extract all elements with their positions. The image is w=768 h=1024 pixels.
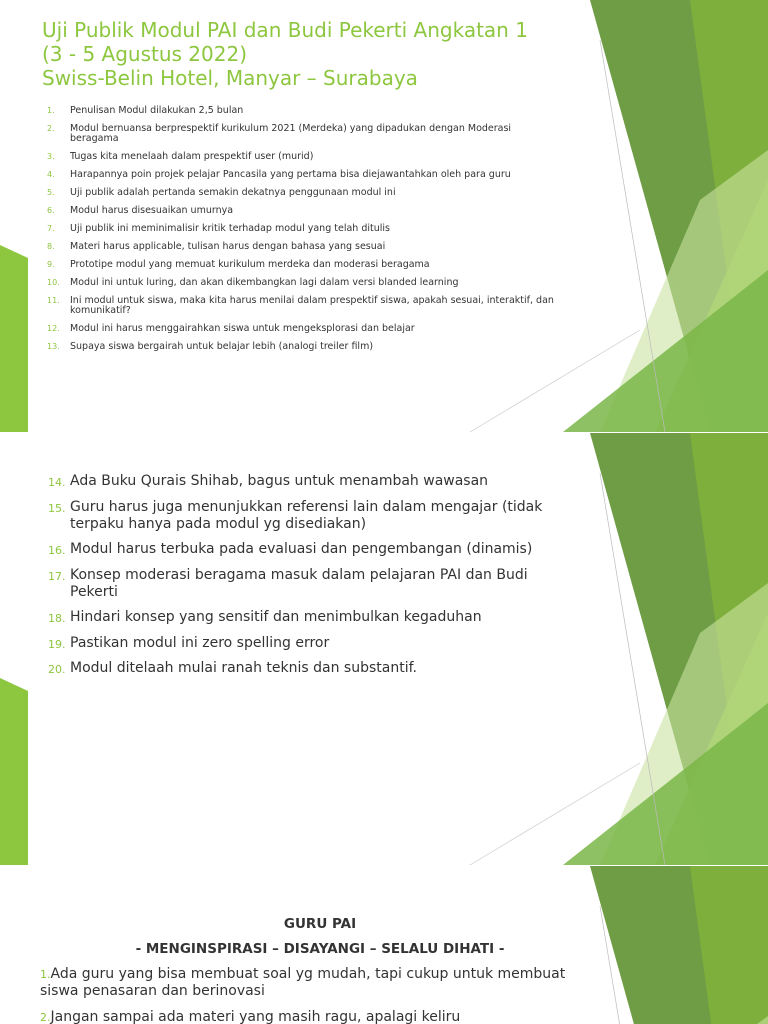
list-item	[0, 324, 560, 334]
list-text: Uji publik ini meminimalisir kritik terhadap modul yang telah ditulis	[70, 223, 390, 234]
list-number: 7.	[47, 224, 55, 233]
paragraph-text: Ada guru yang bisa membuat soal yg mudah, tapi cukup untuk membuat siswa penasaran dan berinovasi	[40, 966, 566, 999]
list-number: 18.	[48, 612, 66, 625]
list-item	[0, 473, 560, 490]
list-item	[0, 152, 560, 162]
title-line-3: Swiss-Belin Hotel, Manyar – Surabaya	[42, 66, 418, 90]
list-text: Modul harus disesuaikan umurnya	[70, 205, 234, 216]
list-number: 19.	[48, 637, 66, 651]
list-number: 14.	[48, 476, 66, 489]
list-number: 2.	[47, 124, 55, 133]
list-item	[0, 660, 560, 677]
list-number: 3.	[47, 152, 55, 161]
title-line-1: Uji Publik Modul PAI dan Budi Pekerti Angkatan 1	[42, 18, 528, 42]
list-item	[0, 609, 560, 626]
list-number: 15.	[48, 501, 66, 515]
list-number: 5.	[47, 188, 55, 197]
list-text: Harapannya poin projek pelajar Pancasila yang pertama bisa diejawantahkan oleh para guru	[70, 169, 511, 180]
list-text: Modul ini untuk luring, dan akan dikembangkan lagi dalam versi blanded learning	[70, 277, 459, 288]
slide-3	[0, 866, 768, 1024]
list-item	[0, 106, 560, 116]
slide-1-list	[0, 106, 560, 360]
list-text: Penulisan Modul dilakukan 2,5 bulan	[70, 105, 244, 116]
list-text: Modul ditelaah mulai ranah teknis dan substantif.	[70, 660, 417, 676]
list-text: Supaya siswa bergairah untuk belajar lebih (analogi treiler film)	[70, 341, 374, 352]
list-item	[0, 170, 560, 180]
list-item	[0, 124, 560, 144]
list-text: Modul ini harus menggairahkan siswa untuk mengeksplorasi dan belajar	[70, 323, 415, 334]
list-text: Modul bernuansa berprespektif kurikulum 2021 (Merdeka) yang dipadukan dengan Moderasi beragama	[70, 123, 512, 144]
paragraph-item	[40, 1009, 585, 1024]
list-text: Materi harus applicable, tulisan harus dengan bahasa yang sesuai	[70, 241, 386, 252]
list-number: 11.	[47, 296, 60, 305]
list-item	[0, 567, 560, 601]
slide-3-subheading: - MENGINSPIRASI – DISAYANGI – SELALU DIHATI -	[135, 941, 505, 957]
list-text: Konsep moderasi beragama masuk dalam pelajaran PAI dan Budi Pekerti	[70, 566, 528, 600]
list-item	[0, 296, 560, 316]
list-item	[0, 278, 560, 288]
list-item	[0, 635, 560, 652]
slide-1-title	[42, 18, 528, 90]
list-text: Hindari konsep yang sensitif dan menimbulkan kegaduhan	[70, 609, 482, 625]
list-number: 10.	[47, 278, 60, 287]
list-text: Ini modul untuk siswa, maka kita harus menilai dalam prespektif siswa, apakah sesuai, interaktif, dan komunikatif?	[70, 295, 554, 316]
list-text: Tugas kita menelaah dalam prespektif user (murid)	[70, 151, 314, 162]
paragraph-number: 1.	[40, 968, 51, 981]
list-text: Prototipe modul yang memuat kurikulum merdeka dan moderasi beragama	[70, 259, 430, 270]
list-item	[0, 242, 560, 252]
list-text: Uji publik adalah pertanda semakin dekatnya penggunaan modul ini	[70, 187, 396, 198]
list-item	[0, 260, 560, 270]
list-number: 12.	[47, 324, 60, 333]
list-number: 6.	[47, 206, 55, 215]
list-number: 4.	[47, 170, 55, 179]
list-text: Guru harus juga menunjukkan referensi lain dalam mengajar (tidak terpaku hanya pada modul yg disediakan)	[70, 498, 543, 532]
list-item	[0, 224, 560, 234]
list-number: 1.	[47, 106, 55, 115]
list-number: 17.	[48, 569, 66, 583]
slide-2-list	[0, 473, 560, 686]
list-number: 8.	[47, 242, 55, 251]
slide-3-heading: GURU PAI	[283, 916, 357, 932]
slide-2	[0, 433, 768, 865]
list-item	[0, 541, 560, 558]
list-number: 13.	[47, 342, 60, 351]
list-number: 20.	[48, 663, 66, 676]
list-text: Modul harus terbuka pada evaluasi dan pengembangan (dinamis)	[70, 541, 533, 557]
list-item	[0, 206, 560, 216]
list-item	[0, 188, 560, 198]
list-number: 16.	[48, 544, 66, 557]
list-text: Ada Buku Qurais Shihab, bagus untuk menambah wawasan	[70, 473, 489, 489]
list-number: 9.	[47, 260, 55, 269]
list-text: Pastikan modul ini zero spelling error	[70, 634, 330, 651]
paragraph-text: Jangan sampai ada materi yang masih ragu, apalagi keliru	[50, 1009, 461, 1024]
list-item	[0, 342, 560, 352]
paragraph-item	[40, 966, 585, 1000]
slide-1	[0, 0, 768, 432]
paragraph-number: 2.	[40, 1011, 51, 1024]
title-line-2: (3 - 5 Agustus 2022)	[42, 42, 248, 66]
list-item	[0, 499, 560, 533]
